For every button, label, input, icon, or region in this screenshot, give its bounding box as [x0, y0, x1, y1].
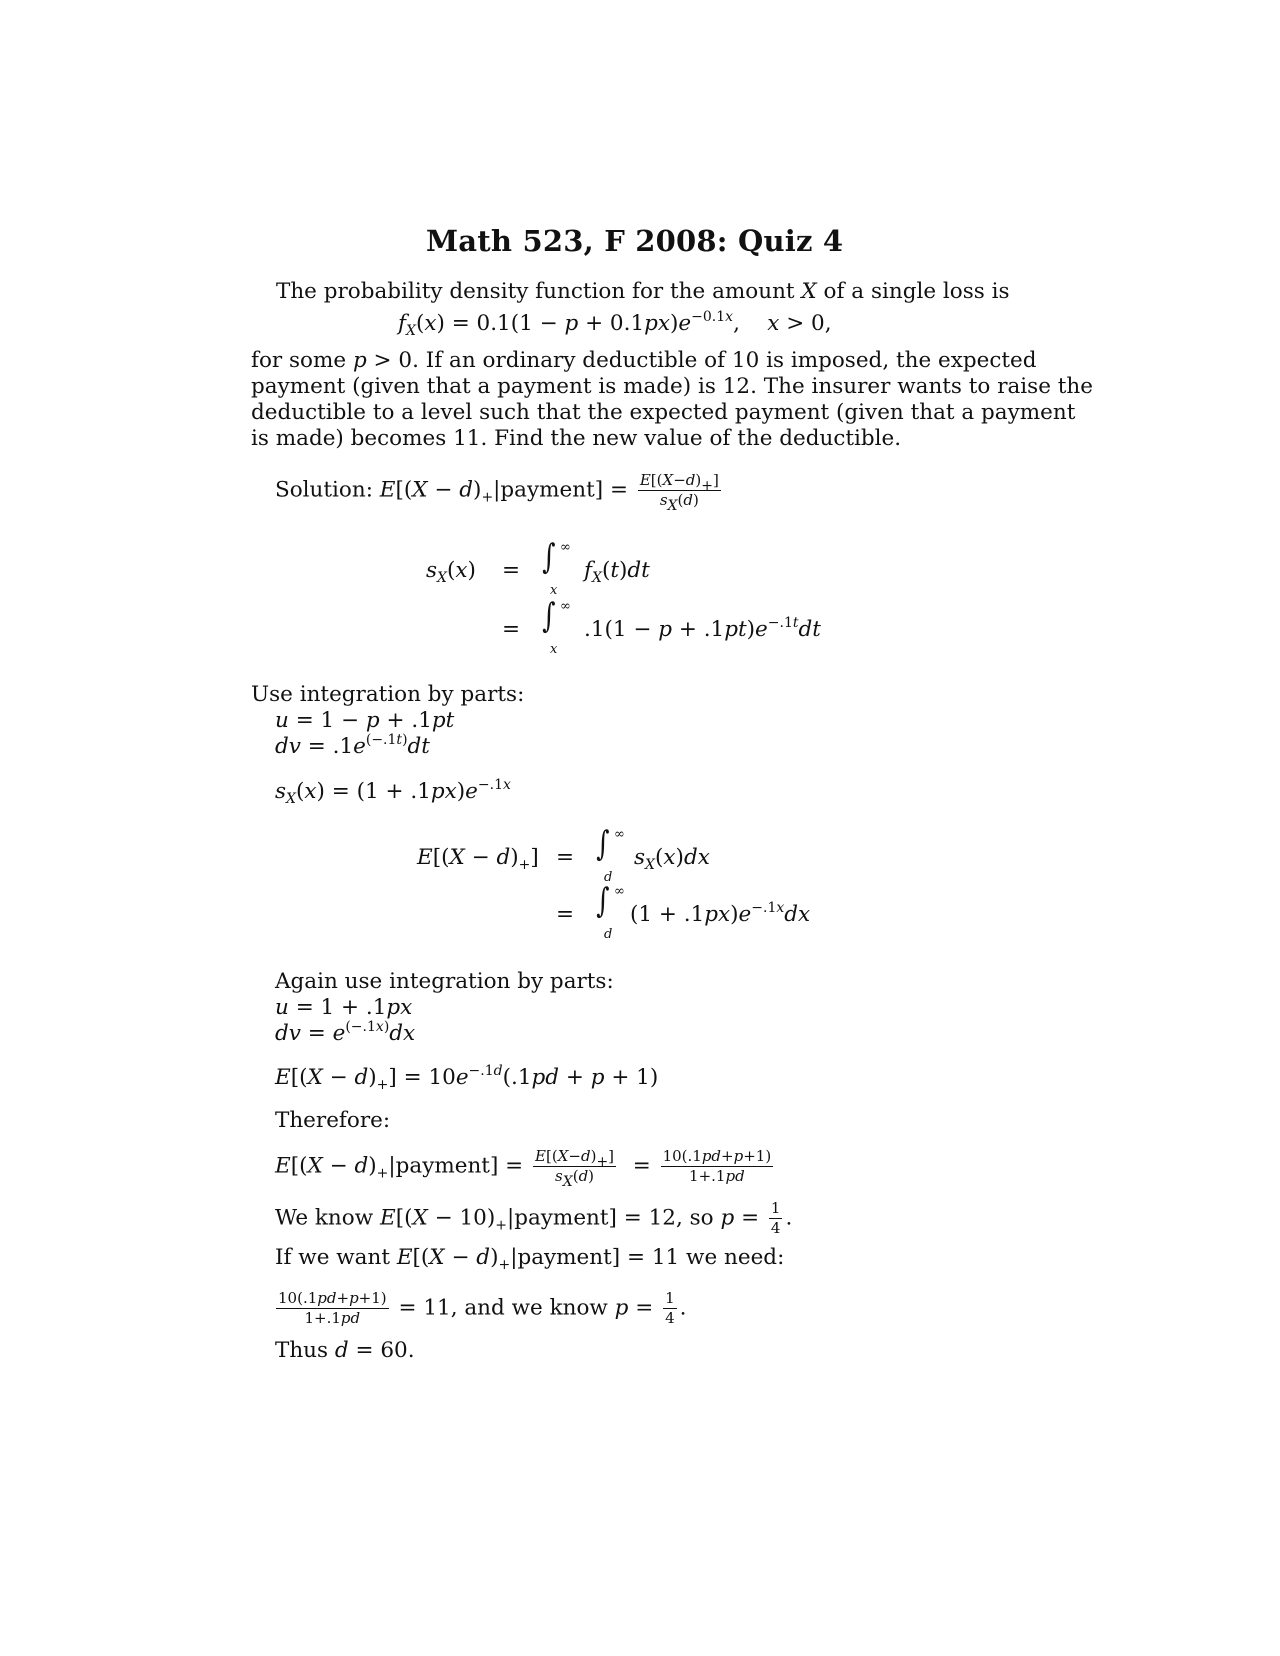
payment-word: payment [500, 477, 595, 503]
upper-limit: ∞ [560, 540, 571, 555]
target-expected-payment: 11 [651, 1245, 680, 1270]
known-expected-payment: 12 [648, 1205, 676, 1231]
equals-sign: = [502, 558, 521, 583]
lower-limit: d [604, 870, 613, 885]
sx-lhs: $s_X(x)$ [426, 558, 476, 586]
integrand-3: $s_X(x)dx$ [634, 845, 710, 873]
payment-word: payment [395, 1153, 490, 1179]
expectation-result: $E[(X - d)_+] = 10e^{-.1d}(.1pd + p + 1)$ [275, 1063, 659, 1093]
ibp2-u: u = 1 + .1px [275, 995, 413, 1020]
solution-label: Solution: [275, 477, 373, 503]
integral-sign-1: ∫ [542, 537, 556, 577]
equals-sign: = [502, 617, 521, 642]
problem-line-2: payment (given that a payment is made) is 12. The insurer wants to raise the [251, 374, 1093, 399]
solution-fraction: $\frac{E[(X-d)_+]}{s_X(d)}$ [639, 471, 719, 514]
integral-sign-2: ∫ [542, 596, 556, 636]
lower-limit: d [604, 927, 613, 942]
fraction-closed-form: $\frac{10(.1pd+p+1)}{1+.1pd}$ [662, 1147, 772, 1185]
integrand-2: $.1(1 - p + .1pt)e^{-.1t}dt$ [584, 615, 821, 642]
ibp1-u: u = 1 − p + .1pt [275, 708, 455, 733]
payment-word: payment [517, 1245, 612, 1270]
problem-line-3: deductible to a level such that the expected payment (given that a payment [251, 400, 1076, 425]
pdf-formula: $f_X(x) = 0.1(1 - p + 0.1px)e^{-0.1x}$, x > 0, [398, 309, 832, 339]
integral-sign-3: ∫ [596, 824, 610, 864]
equals-sign: = [556, 902, 575, 927]
lower-limit: x [550, 642, 558, 657]
payment-word: payment [514, 1205, 609, 1231]
we-need-label: we need: [686, 1245, 785, 1270]
conditional-expectation: $E[(X - d)_+|payment]$ = $\frac{E[(X-d)_+]}{s_X(d)}$ = $\frac{10(.1pd+p+1)}{1+.1pd}$ [275, 1147, 772, 1190]
equals-sign: = [556, 845, 575, 870]
equation-to-solve: $\frac{10(.1pd+p+1)}{1+.1pd}$ = 11, and we know p = $\frac{1}{4}$ . [278, 1289, 687, 1327]
upper-limit: ∞ [614, 827, 625, 842]
ibp-label-2: Again use integration by parts: [275, 969, 614, 994]
result-deductible: 60 [380, 1338, 408, 1363]
solution-line: Solution: $E[(X - d)_+|payment]$ = $\frac{E[(X-d)_+]}{s_X(d)}$ [275, 471, 719, 514]
therefore-label: Therefore: [275, 1108, 391, 1133]
thus-label: Thus [275, 1338, 329, 1363]
page-title: Math 523, F 2008: Quiz 4 [426, 224, 844, 258]
expectation-lhs: $E[(X - d)_+]$ [417, 845, 539, 873]
intro-line [276, 279, 1010, 304]
closed-form-fraction: $\frac{10(.1pd+p+1)}{1+.1pd}$ [278, 1289, 387, 1327]
lower-limit: x [550, 583, 558, 598]
p-value-fraction: $\frac{1}{4}$ [665, 1289, 675, 1327]
known-deductible: 10 [459, 1205, 487, 1231]
conclusion-line: Thus d = 60. [275, 1338, 415, 1363]
ibp1-dv: dv = $.1e^{(-.1t)}dt$ [275, 732, 430, 759]
upper-limit: ∞ [614, 884, 625, 899]
intro-text: The probability density function for the amount X of a single loss is [276, 279, 1010, 304]
ibp2-dv: dv = $e^{(-.1x)}dx$ [275, 1019, 416, 1046]
we-know-line: We know $E[(X - 10)_+|payment] = 12$, so p = $\frac{1}{4}$ . [275, 1199, 793, 1237]
problem-line-4: is made) becomes 11. Find the new value of the deductible. [251, 426, 902, 451]
if-we-want-line: If we want $E[(X - d)_+|payment] = 11$ we need: [275, 1245, 785, 1273]
upper-limit: ∞ [560, 599, 571, 614]
problem-line-1: for some p > 0. If an ordinary deductible of 10 is imposed, the expected [251, 348, 1037, 373]
integral-sign-4: ∫ [596, 881, 610, 921]
p-value-fraction: $\frac{1}{4}$ [770, 1199, 781, 1237]
if-we-want-label: If we want [275, 1245, 390, 1270]
ibp-label-1: Use integration by parts: [251, 682, 525, 707]
so-label: , so [675, 1205, 714, 1231]
fraction-expectation-over-survival: $\frac{E[(X-d)_+]}{s_X(d)}$ [535, 1147, 615, 1190]
sx-result: $s_X(x) = (1 + .1px)e^{-.1x}$ [275, 777, 511, 807]
and-we-know-label: = 11, and we know [398, 1295, 608, 1321]
we-know-label: We know [275, 1205, 374, 1231]
integrand-1: $f_X(t)dt$ [584, 558, 650, 586]
integrand-4: $(1 + .1px)e^{-.1x}dx$ [630, 900, 811, 927]
